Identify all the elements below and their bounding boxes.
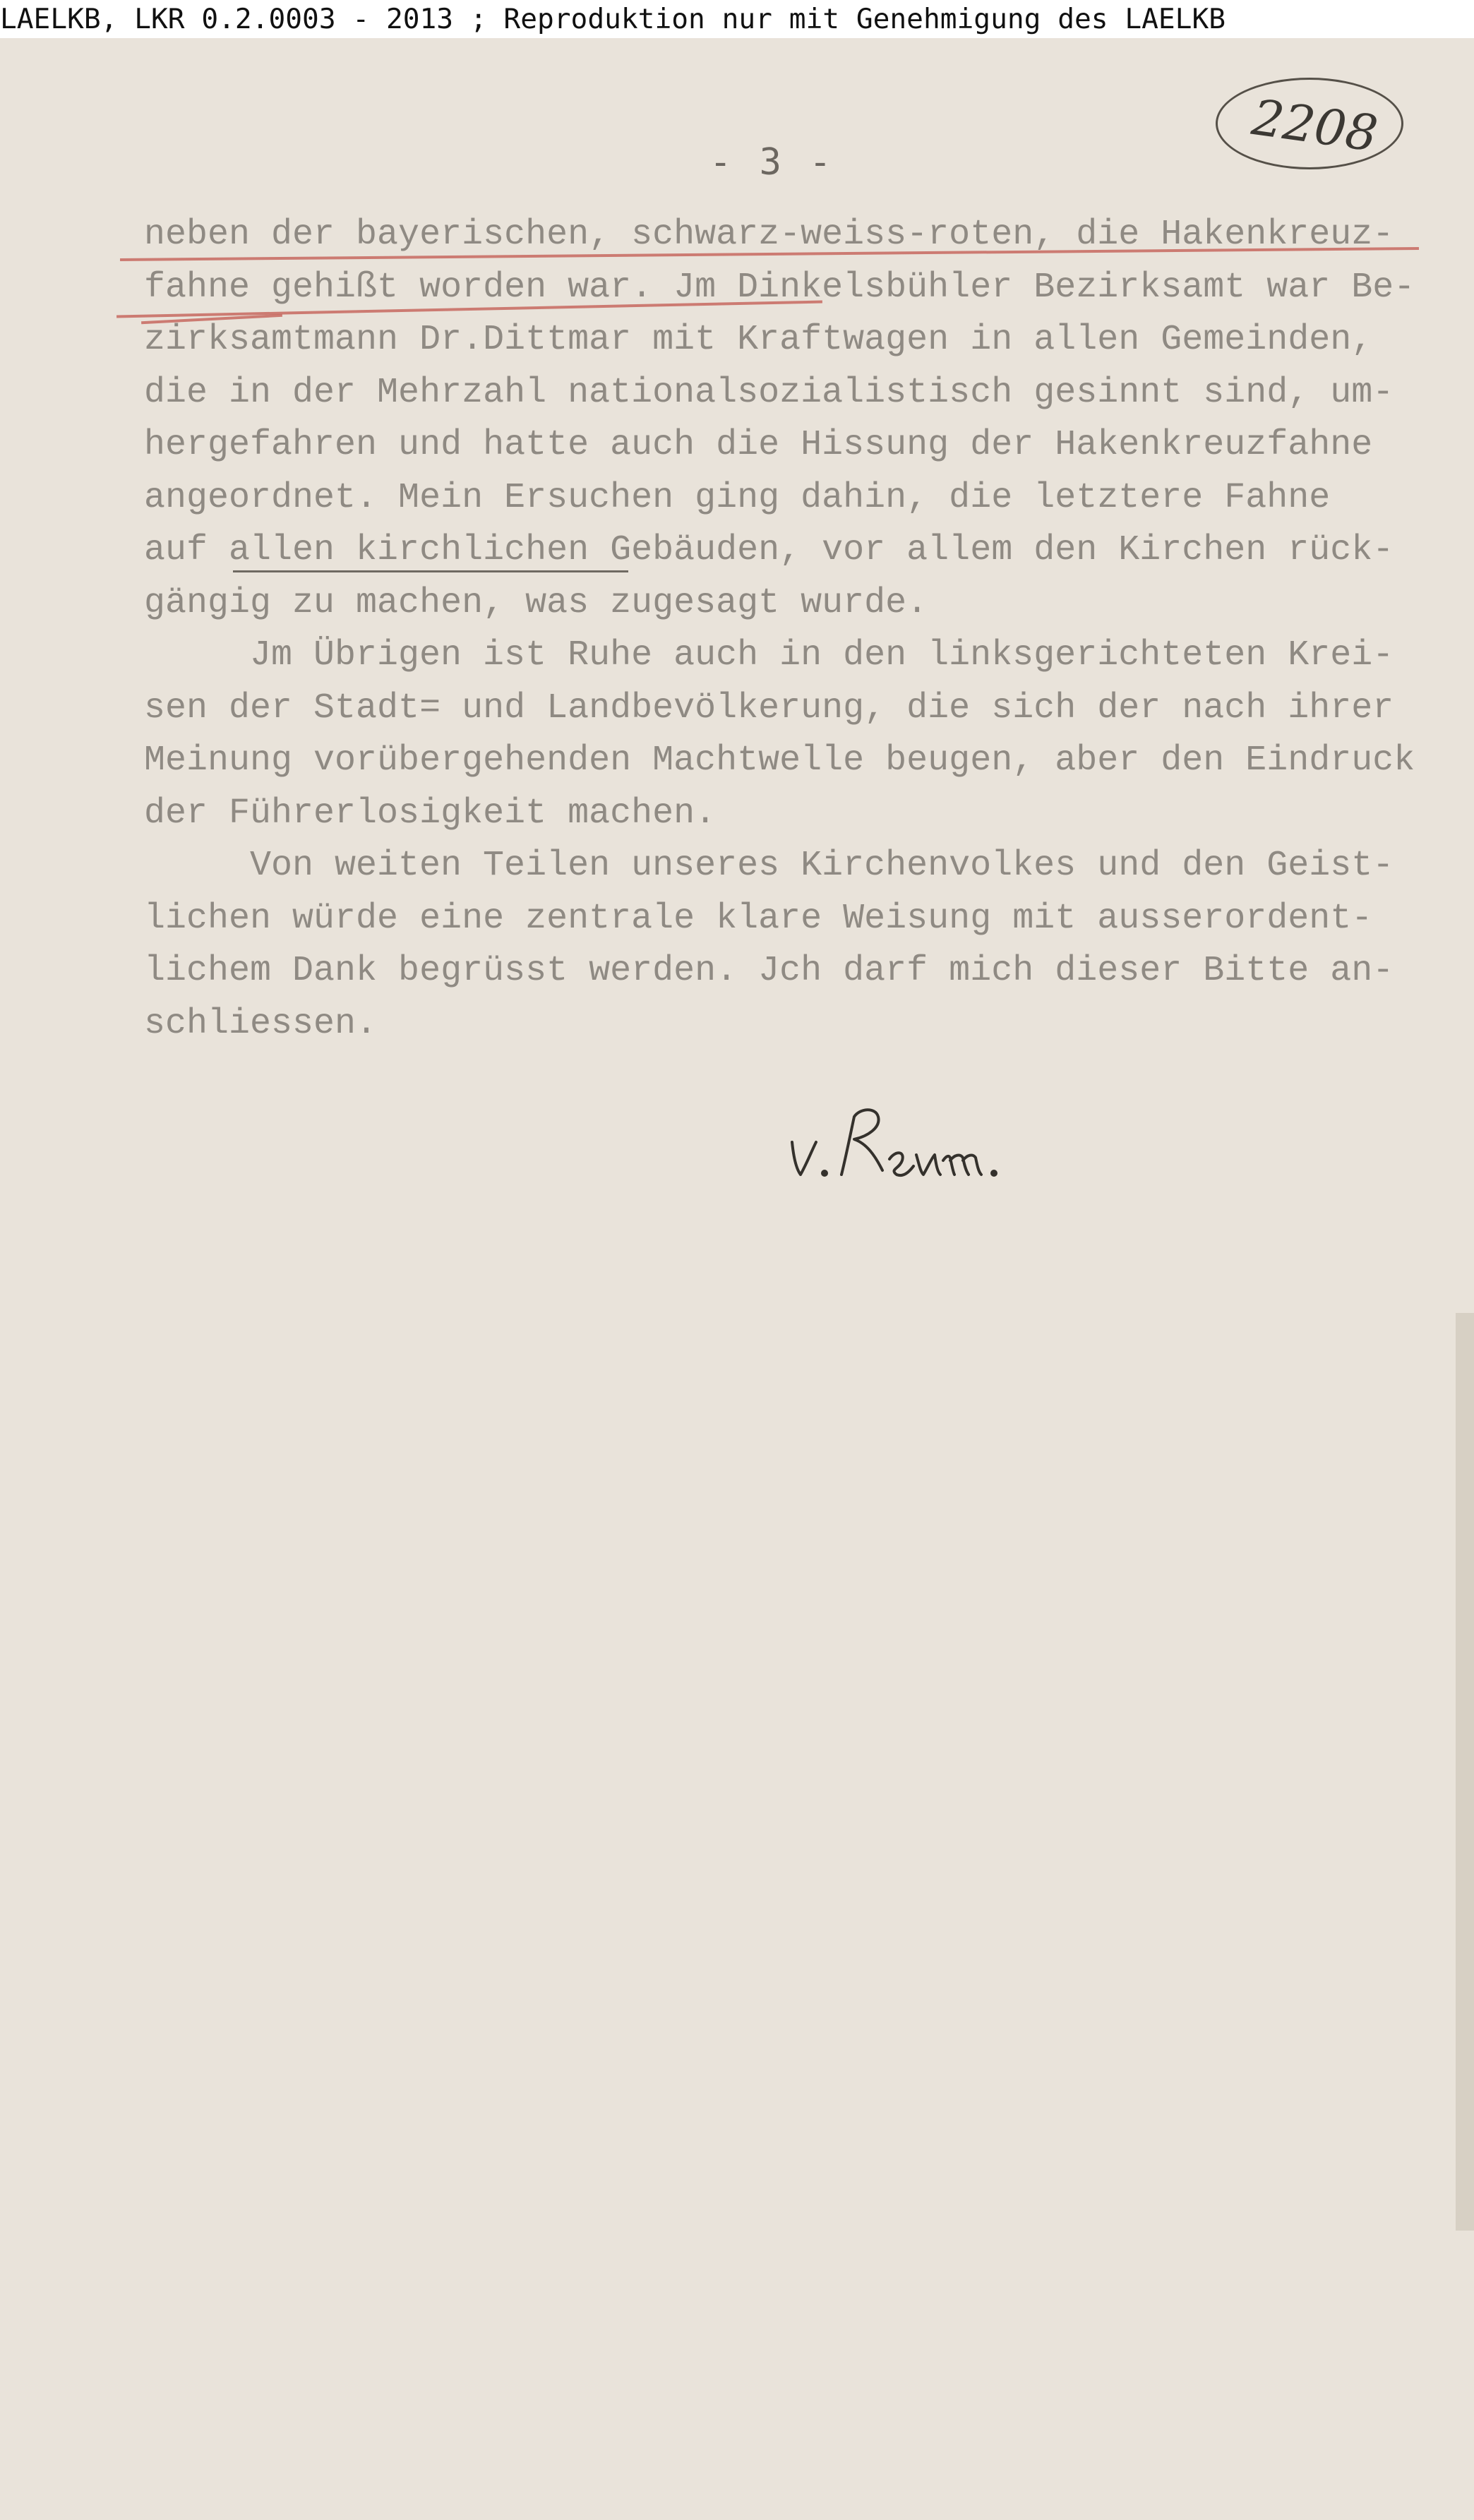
text-line: fahne gehißt worden war. Jm Dinkelsbühler Bezirksamt war Be- — [144, 267, 1415, 308]
text-line: gängig zu machen, was zugesagt wurde. — [144, 582, 928, 623]
typed-underline — [233, 570, 628, 572]
text-line: angeordnet. Mein Ersuchen ging dahin, die letztere Fahne — [144, 477, 1331, 518]
text-line: sen der Stadt= und Landbevölkerung, die sich der nach ihrer — [144, 688, 1394, 728]
text-line: schliessen. — [144, 1003, 378, 1044]
letter-body — [144, 209, 1457, 1050]
text-line: der Führerlosigkeit machen. — [144, 793, 717, 834]
text-line: hergefahren und hatte auch die Hissung der Hakenkreuzfahne — [144, 425, 1373, 465]
text-line: Meinung vorübergehenden Machtwelle beugen, aber den Eindruck — [144, 740, 1415, 781]
text-line: die in der Mehrzahl nationalsozialistisch gesinnt sind, um- — [144, 372, 1394, 413]
text-line: zirksamtmann Dr.Dittmar mit Kraftwagen in allen Gemeinden, — [144, 320, 1373, 360]
text-line: Jm Übrigen ist Ruhe auch in den linksgerichteten Krei- — [250, 635, 1394, 676]
text-line: lichem Dank begrüsst werden. Jch darf mich dieser Bitte an- — [144, 951, 1394, 991]
archive-notice: LAELKB, LKR 0.2.0003 - 2013 ; Reproduktion nur mit Genehmigung des LAELKB — [0, 3, 1226, 35]
page-number: - 3 - — [709, 141, 834, 184]
text-line: auf allen kirchlichen Gebäuden, vor allem den Kirchen rück- — [144, 530, 1394, 570]
handwritten-signature — [784, 1101, 1038, 1186]
paper-edge — [1456, 1313, 1474, 2231]
text-line: neben der bayerischen, schwarz-weiss-roten, die Hakenkreuz- — [144, 215, 1394, 255]
archive-number: 2208 — [1248, 88, 1382, 163]
text-line: lichen würde eine zentrale klare Weisung mit ausserordent- — [144, 898, 1373, 939]
text-line: Von weiten Teilen unseres Kirchenvolkes und den Geist- — [250, 846, 1394, 886]
